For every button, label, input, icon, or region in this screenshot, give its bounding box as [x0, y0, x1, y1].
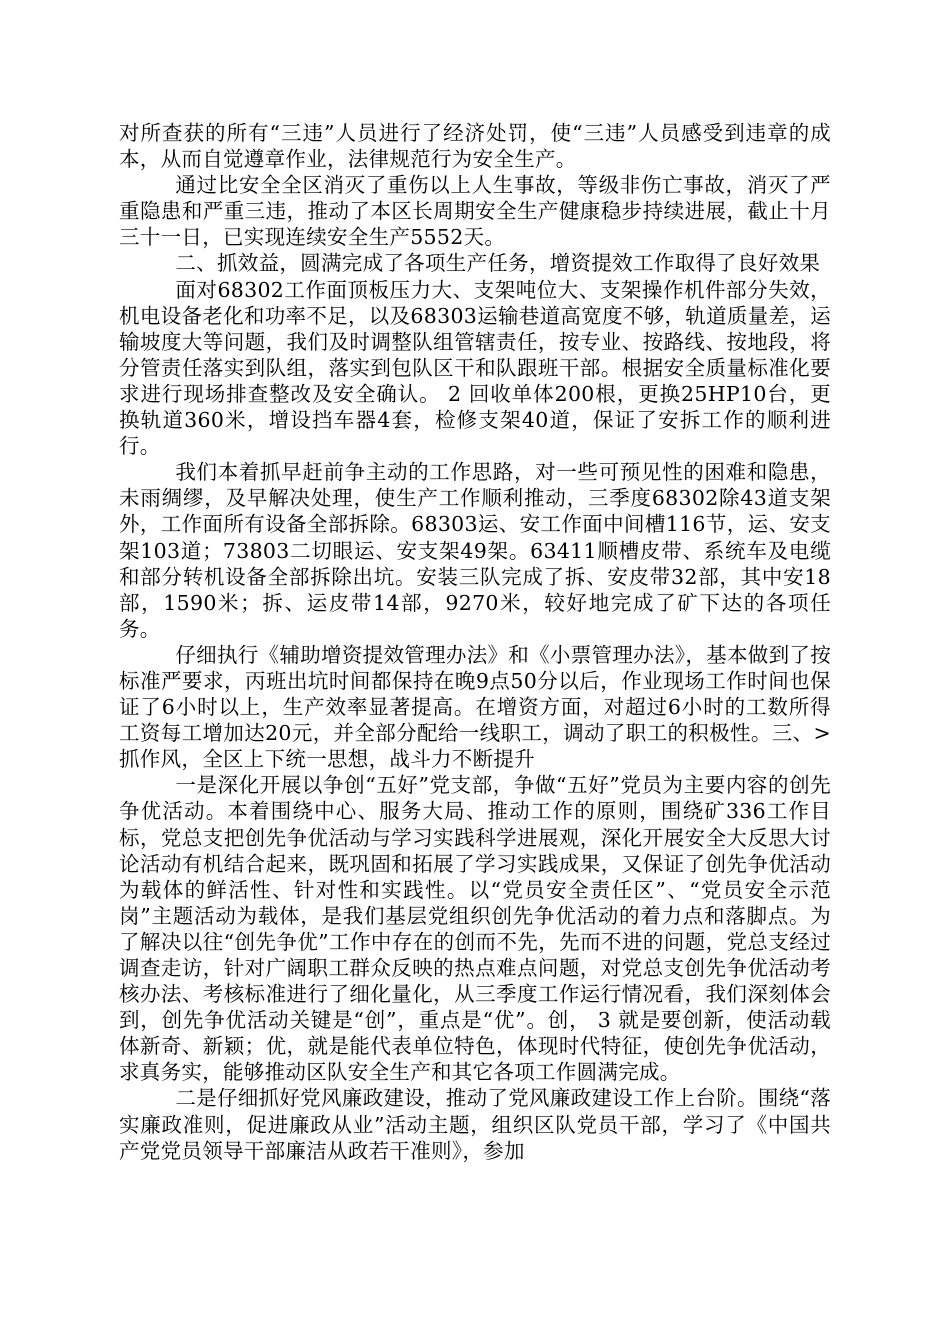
paragraph-party-branch: 一是深化开展以争创“五好”党支部，争做“五好”党员为主要内容的创先争优活动。本着围绕中心、服务大局、推动工作的原则，围绕矿336工作目标，党总支把创先争优活动与学习实践科学进展观，深化开展安全大反思大讨论活动有机结合起来，既巩固和拓展了学习实践成果，又保证了创先争优活动为载体的鲜活性、针对性和实践性。以“党员安全责任区”、“党员安全示范岗”主题活动为载体，是我们基层党组织创先争优活动的着力点和落脚点。为了解决以往“创先争优”工作中存在的创而不先，先而不进的问题，党总支经过调查走访，针对广阔职工群众反映的热点难点问题，对党总支创先争优活动考核办法、考核标准进行了细化量化，从三季度工作运行情况看，我们深刻体会到，创先争优活动关键是“创”，重点是“优”。创， 3 就是要创新，使活动载体新奇、新颖；优，就是能代表单位特色，体现时代特征，使创先争优活动，求真务实，能够推动区队安全生产和其它各项工作圆满完成。 — [119, 773, 831, 1085]
paragraph-penalty: 对所查获的所有“三违”人员进行了经济处罚，使“三违”人员感受到违章的成本，从而自觉遵章作业，法律规范行为安全生产。 — [119, 121, 831, 172]
paragraph-wage-efficiency: 仔细执行《辅助增资提效管理办法》和《小票管理办法》，基本做到了按标准严要求，丙班出坑时间都保持在晚9点50分以后，作业现场工作时间也保证了6小时以上，生产效率显著提高。在增资方面，对超过6小时的工数所得工资每工增加达20元，并全部分配给一线职工，调动了职工的积极性。三、>抓作风，全区上下统一思想，战斗力不断提升 — [119, 642, 831, 772]
paragraph-clean-government: 二是仔细抓好党风廉政建设，推动了党风廉政建设工作上台阶。围绕“落实廉政准则，促进廉政从业”活动主题，组织区队党员干部，学习了《中国共产党党员领导干部廉洁从政若干准则》，参加 — [119, 1086, 831, 1163]
document-page — [119, 120, 831, 1164]
section-heading-efficiency: 二、抓效益，圆满完成了各项生产任务，增资提效工作取得了良好效果 — [175, 251, 821, 276]
paragraph-68302-workface: 面对68302工作面顶板压力大、支架吨位大、支架操作机件部分失效，机电设备老化和功率不足，以及68303运输巷道高宽度不够，轨道质量差，运输坡度大等问题，我们及时调整队组管辖责任，按专业、按路线、按地段，将分管责任落实到队组，落实到包队区干和队跟班干部。根据安全质量标准化要求进行现场排查整改及安全确认。 2 回收单体200根，更换25HP10台，更换轨道360米，增设挡车器4套，检修支架40道，保证了安拆工作的顺利进行。 — [119, 277, 831, 459]
paragraph-production-tasks: 我们本着抓早赶前争主动的工作思路，对一些可预见性的困难和隐患，未雨绸缪，及早解决处理，使生产工作顺利推动，三季度68302除43道支架外，工作面所有设备全部拆除。68303运、安工作面中间槽116节，运、安支架103道；73803二切眼运、安支架49架。63411顺槽皮带、系统车及电缆和部分转机设备全部拆除出坑。安装三队完成了拆、安皮带32部，其中安18部，1590米；拆、运皮带14部，9270米，较好地完成了矿下达的各项任务。 — [119, 460, 831, 641]
paragraph-safety-record: 通过比安全全区消灭了重伤以上人生事故，等级非伤亡事故，消灭了严重隐患和严重三违，推动了本区长周期安全生产健康稳步持续进展，截止十月三十一日，已实现连续安全生产5552天。 — [119, 173, 831, 250]
